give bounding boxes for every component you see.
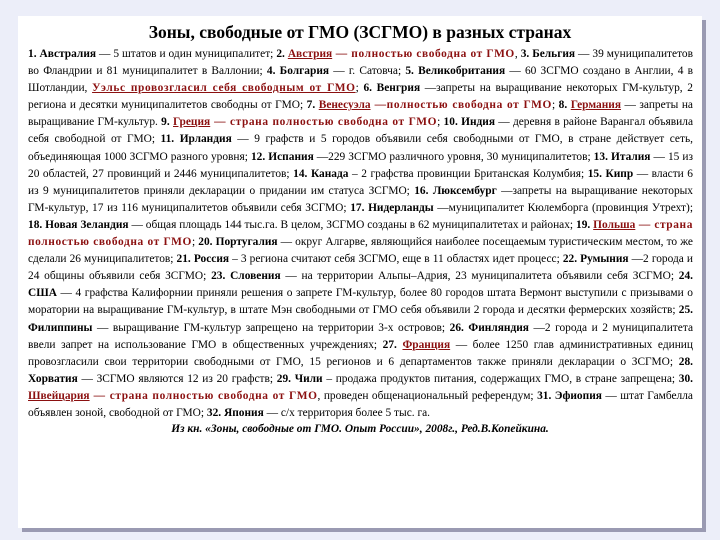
country-name: Польша: [593, 218, 636, 231]
country-entry: [211, 270, 679, 282]
highlight-text: — страна полностью свободна от ГМО: [89, 389, 318, 402]
country-name: Болгария: [279, 65, 330, 78]
entry-text: — 39 муниципалитетов во Фландрии и 81 муниципалитет в Валлонии;: [28, 48, 693, 78]
entry-text: — округ Алгарве, являющийся наиболее посещаемым туристическим местом, то же сделали 26 муниципалитетов;: [28, 236, 693, 266]
country-name: США: [28, 287, 57, 300]
entry-number: 20.: [198, 236, 213, 249]
entry-text: — ЗСГМО являются 12 из 20 графств;: [77, 372, 277, 385]
entry-number: 11.: [160, 133, 175, 146]
entry-number: 31.: [537, 389, 552, 402]
country-name: Россия: [193, 253, 230, 266]
country-entry: [207, 407, 430, 419]
entry-trailing-text: ;: [437, 116, 444, 129]
entry-text: — власти 6 из 9 муниципалитетов приняли декларации о придании им статуса ЗСГМО;: [28, 167, 694, 197]
country-name: Бельгия: [532, 48, 576, 60]
country-entry: [28, 219, 576, 231]
entry-number: 4.: [266, 65, 276, 78]
entry-text: – продажа продуктов питания, содержащих ГМО, в стране запрещена;: [322, 372, 679, 385]
entry-number: 9.: [161, 116, 170, 129]
country-entry: [350, 202, 693, 214]
entry-number: 19.: [576, 218, 591, 231]
entry-number: 10.: [443, 116, 458, 129]
country-name: Люксембург: [432, 184, 497, 197]
entry-text: — на территории Альпы–Адрия, 23 муниципалитета объявили себя ЗСГМО;: [280, 270, 679, 283]
country-name: Филиппины: [28, 321, 93, 334]
entry-text: —запреты на выращивание некоторых ГМ-культур, 17 из 116 муниципалитетов объявили себя ЗСГМО;: [28, 184, 693, 214]
country-name: Япония: [223, 406, 264, 419]
entry-text: — деревня в районе Варангал объявила себя свободной от ГМО;: [28, 116, 693, 146]
country-entry: [28, 48, 276, 60]
country-name: Канада: [310, 167, 349, 180]
entry-trailing-text: ,: [514, 48, 521, 60]
entry-number: 1.: [28, 48, 37, 60]
country-entry: [277, 373, 679, 385]
entry-number: 27.: [382, 338, 397, 351]
entry-number: 21.: [176, 253, 191, 266]
entry-text: —запреты на выращивание некоторых ГМ-культур, 2 региона и десятки муниципалитетов свободны от ГМО;: [28, 82, 693, 112]
entry-text: — штат Гамбелла объявлен зоной, свободной от ГМО;: [28, 389, 693, 419]
entry-number: 23.: [211, 270, 226, 283]
country-list: [18, 46, 702, 422]
entry-trailing-text: ;: [192, 236, 199, 249]
entry-text: —муниципалитет Кюлемборга (провинция Утрехт);: [433, 201, 693, 214]
entry-text: — с/х территория более 5 тыс. га.: [263, 406, 431, 419]
country-name: Кипр: [605, 167, 634, 180]
country-entry: [307, 99, 559, 111]
entry-number: 5.: [405, 65, 414, 78]
entry-number: 28.: [678, 355, 693, 368]
entry-number: 15.: [587, 167, 602, 180]
country-name: Венгрия: [376, 82, 421, 95]
entry-number: 32.: [206, 406, 222, 419]
source-citation: Из кн. «Зоны, свободные от ГМО. Опыт России», 2008г., Ред.В.Копейкина.: [171, 423, 549, 436]
content-panel: [18, 16, 702, 528]
country-name: Чили: [294, 372, 323, 385]
country-name: Австрия: [287, 48, 333, 60]
highlight-text: — полностью свободна от ГМО: [332, 48, 515, 60]
country-name: Италия: [610, 150, 651, 163]
entry-number: 24.: [678, 270, 693, 283]
country-name: Румыния: [580, 253, 629, 266]
country-name: Португалия: [215, 236, 278, 249]
highlight-text: — страна полностью свободна от ГМО: [210, 116, 438, 129]
country-name: Эфиопия: [554, 389, 602, 402]
entry-trailing-text: ;: [355, 82, 364, 95]
country-entry: [161, 116, 443, 128]
entry-number: 8.: [558, 99, 568, 112]
entry-number: 6.: [363, 82, 372, 95]
entry-text: — выращивание ГМ-культур запрещено на территории 3-х островов;: [92, 321, 450, 334]
entry-text: – 3 региона считают себя ЗСГМО, еще в 11 областях идет процесс;: [229, 253, 563, 266]
entry-text: — запреты на выращивание ГМ-культур.: [28, 99, 693, 129]
entry-number: 2.: [276, 48, 285, 60]
entry-number: 13.: [593, 150, 608, 163]
country-name: Ирландия: [179, 133, 232, 146]
country-name: Финляндия: [468, 321, 529, 334]
entry-text: — 5 штатов и один муниципалитет;: [96, 48, 277, 60]
entry-number: 12.: [250, 150, 266, 163]
entry-number: 7.: [306, 99, 316, 112]
entry-text: —229 ЗСГМО различного уровня, 30 муниципалитетов;: [313, 150, 594, 163]
country-name: Греция: [173, 116, 211, 129]
country-entry: [267, 65, 405, 77]
entry-number: 16.: [414, 184, 429, 197]
country-name: Нидерланды: [368, 201, 434, 214]
entry-text: – 2 графства провинции Британская Колумбия;: [348, 167, 588, 180]
entry-text: — г. Сатовча;: [329, 65, 406, 78]
country-name: Германия: [570, 99, 621, 112]
highlight-text: — страна полностью свободна от ГМО: [28, 218, 693, 249]
country-entry: [177, 253, 563, 265]
entry-trailing-text: ;: [551, 99, 559, 112]
page-title: Зоны, свободные от ГМО (ЗСГМО) в разных странах: [148, 22, 572, 42]
entry-text: — 15 из 20 областей, 27 провинций и 2446 муниципалитетов;: [28, 150, 693, 180]
country-name: Испания: [268, 150, 314, 163]
entry-text: — общая площадь 144 тыс.га. В целом, ЗСГМО созданы в 62 муниципалитетах и районах;: [128, 218, 576, 231]
country-name: Австралия: [39, 48, 97, 60]
entry-number: 25.: [678, 304, 693, 317]
entry-text: —2 города и 2 муниципалитета ввели запрет на использование ГМО в общественных учреждениях;: [28, 321, 693, 351]
country-entry: [251, 151, 594, 163]
country-name: Швейцария: [28, 389, 90, 402]
country-name: Новая Зеландия: [45, 218, 129, 231]
highlight-text: —полностью свободна от ГМО: [370, 99, 552, 112]
entry-text: — 4 графства Калифорнии приняли решения о запрете ГМ-культур, более 80 городов штата Вермонт выступили с призывами о моратории на выращивание ГМ-культур, в штате Мэн свободными от ГМО себя объявили 2 города и десятки фермерских хозяйств;: [28, 287, 693, 317]
entry-number: 17.: [350, 201, 365, 214]
entry-number: 30.: [678, 372, 694, 385]
entry-trailing-text: , проведен общенациональный референдум;: [317, 389, 538, 402]
entry-number: 29.: [276, 372, 292, 385]
entry-number: 26.: [449, 321, 464, 334]
country-name: Словения: [230, 270, 281, 283]
country-name: Хорватия: [28, 372, 78, 385]
country-entry: [293, 168, 588, 180]
country-name: Венесуэла: [318, 99, 371, 112]
country-name: Великобритания: [418, 65, 506, 78]
entry-text: — 9 графств и 5 городов объявили себя свободными от ГМО, в стране действует сеть, объединяющая 1000 ЗСГМО разного уровня;: [28, 133, 693, 163]
country-name: Франция: [402, 338, 451, 351]
country-name: Индия: [461, 116, 495, 129]
entry-text: — более 1250 глав административных единиц провозгласили свои территории свободными от ГМО, 15 регионов и 6 департаментов также приняли декларации о ЗСГМО;: [28, 338, 693, 368]
entry-text: —2 города и 24 общины объявили себя ЗСГМО;: [28, 253, 693, 283]
entry-number: 22.: [562, 253, 578, 266]
entry-number: 14.: [293, 167, 308, 180]
entry-number: 18.: [28, 218, 43, 231]
entry-number: 3.: [520, 48, 530, 60]
country-entry: [276, 48, 520, 60]
highlight-text: Уэльс провозгласил себя свободным от ГМО: [92, 82, 356, 95]
entry-text: — 60 ЗСГМО создано в Англии, 4 в Шотландии,: [28, 65, 693, 95]
